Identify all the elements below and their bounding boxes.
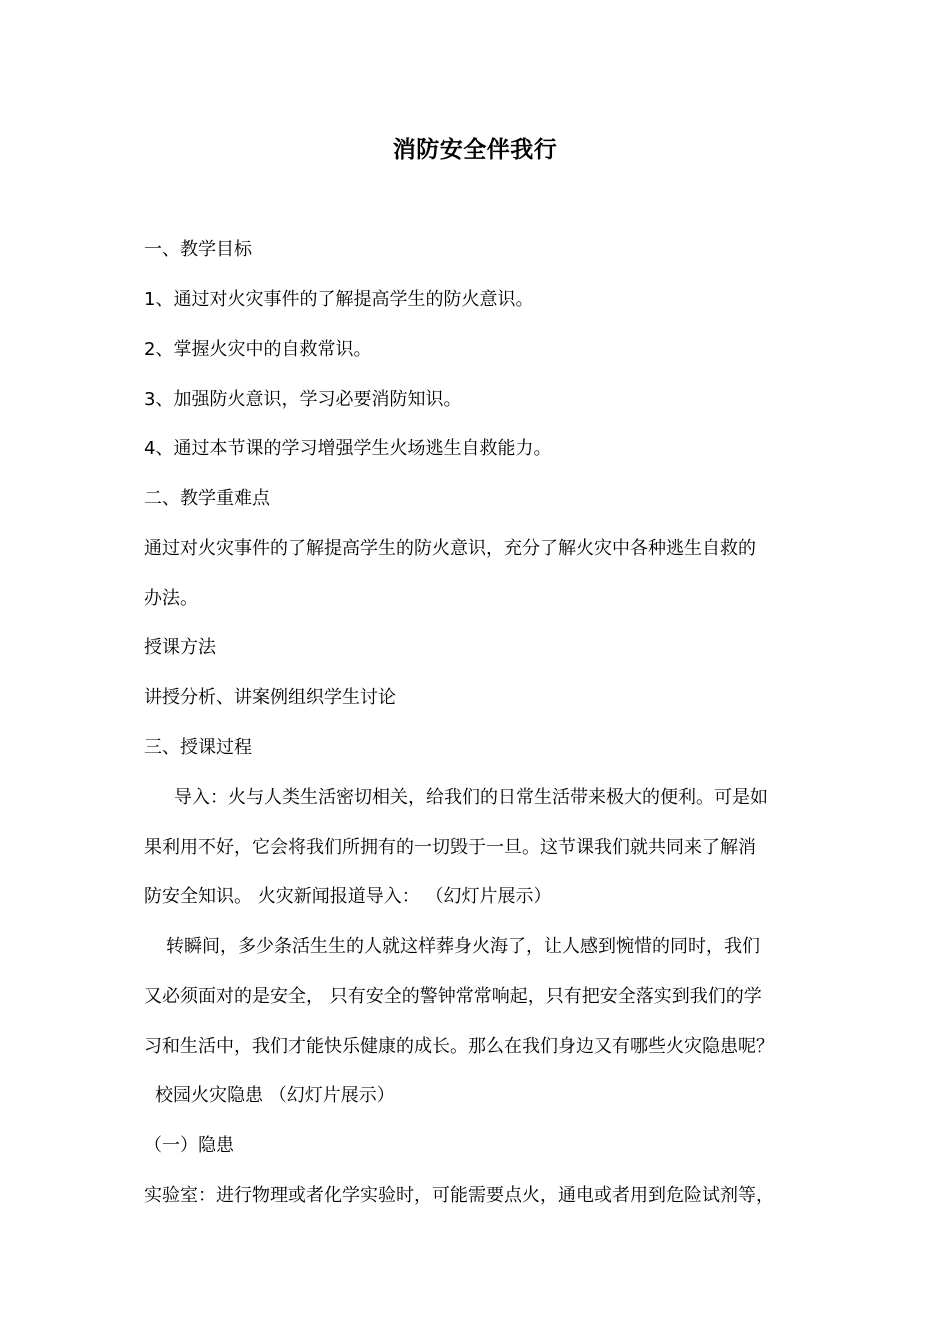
section-heading-process: 三、授课过程 — [144, 737, 252, 758]
paragraph-line: 实验室：进行物理或者化学实验时，可能需要点火，通电或者用到危险试剂等， — [144, 1185, 774, 1206]
paragraph-line: 防安全知识。 火灾新闻报道导入： （幻灯片展示） — [144, 886, 552, 907]
page-title: 消防安全伴我行 — [392, 137, 558, 163]
subsection-heading: （一）隐患 — [144, 1135, 234, 1156]
paragraph-line: 导入：火与人类生活密切相关，给我们的日常生活带来极大的便利。可是如 — [174, 787, 768, 808]
paragraph-line: 办法。 — [144, 588, 198, 609]
paragraph-line: 习和生活中，我们才能快乐健康的成长。那么在我们身边又有哪些火灾隐患呢？ — [144, 1036, 774, 1057]
paragraph-line: 果利用不好，它会将我们所拥有的一切毁于一旦。这节课我们就共同来了解消 — [144, 837, 756, 858]
section-heading-key-points: 二、教学重难点 — [144, 488, 270, 509]
paragraph-line: 讲授分析、讲案例组织学生讨论 — [144, 687, 396, 708]
section-heading-method: 授课方法 — [144, 637, 216, 658]
objective-item: 3、加强防火意识，学习必要消防知识。 — [144, 389, 462, 410]
paragraph-line: 又必须面对的是安全， 只有安全的警钟常常响起，只有把安全落实到我们的学 — [144, 986, 762, 1007]
paragraph-line: 转瞬间，多少条活生生的人就这样葬身火海了，让人感到惋惜的同时，我们 — [166, 936, 760, 957]
objective-item: 1、通过对火灾事件的了解提高学生的防火意识。 — [144, 289, 534, 310]
paragraph-line: 校园火灾隐患 （幻灯片展示） — [155, 1085, 395, 1106]
paragraph-line: 通过对火灾事件的了解提高学生的防火意识，充分了解火灾中各种逃生自救的 — [144, 538, 756, 559]
objective-item: 2、掌握火灾中的自救常识。 — [144, 339, 372, 360]
objective-item: 4、通过本节课的学习增强学生火场逃生自救能力。 — [144, 438, 552, 459]
section-heading-objectives: 一、教学目标 — [144, 239, 252, 260]
